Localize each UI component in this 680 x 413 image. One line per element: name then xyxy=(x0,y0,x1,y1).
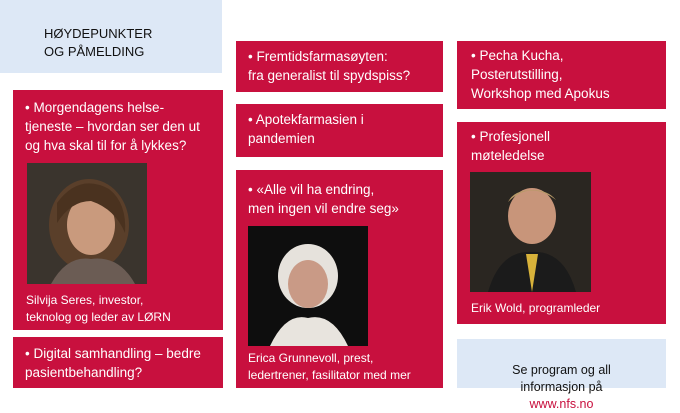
portrait-image xyxy=(248,226,368,346)
speaker-photo-silvija-seres xyxy=(27,163,147,284)
info-text xyxy=(457,345,666,413)
topic-box-future-pharmacist xyxy=(236,41,443,92)
topic-box-change xyxy=(236,170,443,388)
topic-box-pandemic xyxy=(236,104,443,157)
caption-erica-grunnevoll: Erica Grunnevoll, prest, ledertrener, fasilitator med mer xyxy=(248,351,411,382)
topic-text-future-health: • Morgendagens helse- tjeneste – hvordan ser den ut og hva skal til for å lykkes? xyxy=(25,100,200,153)
topic-box-digital-collaboration xyxy=(13,337,223,388)
speaker-photo-erica-grunnevoll xyxy=(248,226,368,346)
caption-erik-wold: Erik Wold, programleder xyxy=(471,301,601,315)
topic-text-change: • «Alle vil ha endring, men ingen vil endre seg» xyxy=(248,182,399,216)
speaker-photo-erik-wold xyxy=(470,172,591,292)
topic-text-pandemic: • Apotekfarmasien i pandemien xyxy=(248,112,364,146)
topic-box-pecha-kucha xyxy=(457,41,666,109)
topic-text-digital-collaboration: • Digital samhandling – bedre pasientbehandling? xyxy=(25,346,201,380)
topic-box-meeting-lead xyxy=(457,122,666,324)
topic-text-pecha-kucha: • Pecha Kucha, Posterutstilling, Workshop med Apokus xyxy=(471,48,610,101)
portrait-image xyxy=(27,163,147,284)
portrait-image xyxy=(470,172,591,292)
website-link[interactable]: www.nfs.no xyxy=(529,397,594,411)
topic-box-future-health xyxy=(13,90,223,330)
topic-text-future-pharmacist: • Fremtidsfarmasøyten: fra generalist til spydspiss? xyxy=(248,49,411,83)
info-box xyxy=(457,339,666,411)
info-text-main: Se program og all informasjon på xyxy=(512,363,611,394)
caption-silvija-seres: Silvija Seres, investor, teknolog og leder av LØRN xyxy=(26,293,171,324)
header-box xyxy=(0,0,222,73)
topic-text-meeting-lead: • Profesjonell møteledelse xyxy=(471,129,551,163)
page-title: HØYDEPUNKTER OG PÅMELDING xyxy=(44,26,153,59)
